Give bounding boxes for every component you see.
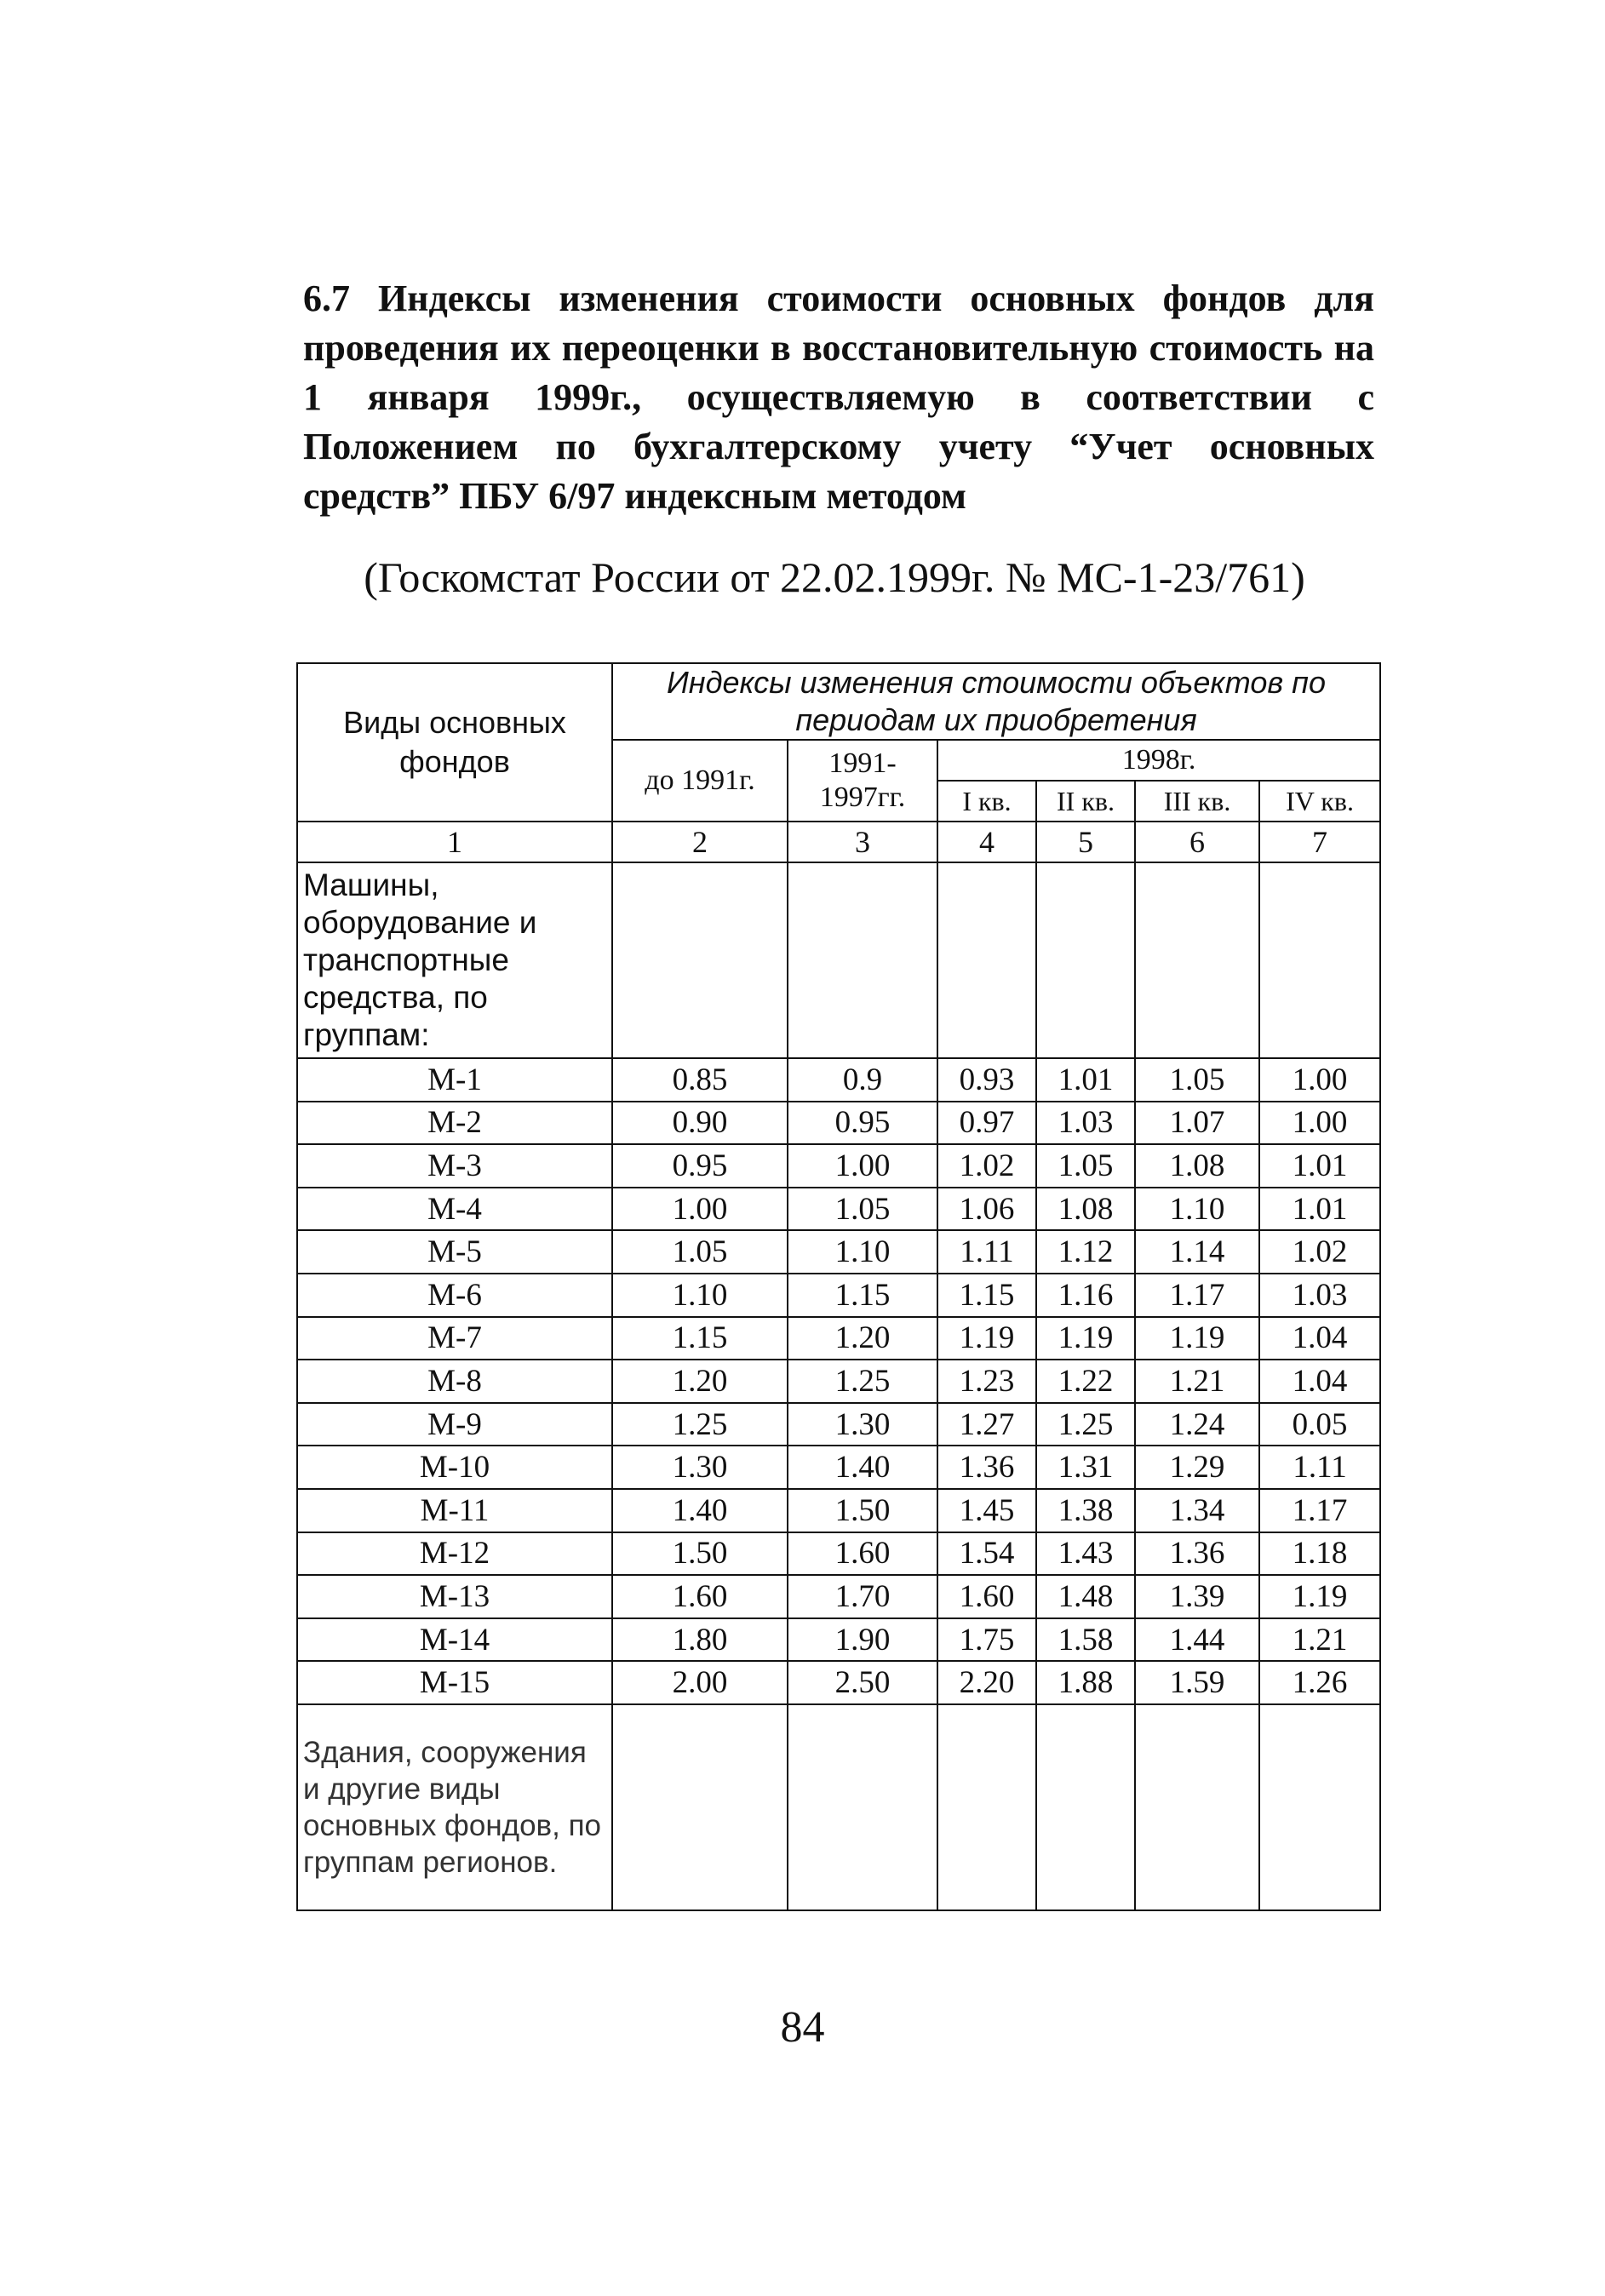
index-value-cell: 1.58: [1036, 1618, 1135, 1662]
index-value-cell: 1.18: [1259, 1532, 1380, 1576]
index-value-cell: 1.03: [1259, 1274, 1380, 1317]
category-buildings: Здания, сооружения и другие виды основных фондов, по группам регионов.: [297, 1704, 612, 1910]
index-value-cell: 1.60: [612, 1575, 788, 1618]
column-number: 1: [297, 822, 612, 862]
index-value-cell: 1.54: [937, 1532, 1036, 1576]
index-value-cell: 1.75: [937, 1618, 1036, 1662]
index-value-cell: 1.31: [1036, 1446, 1135, 1489]
column-number: 7: [1259, 822, 1380, 862]
index-value-cell: 0.05: [1259, 1403, 1380, 1446]
table-row: [297, 1230, 1380, 1274]
index-value-cell: 0.9: [788, 1058, 937, 1102]
empty-cell: [612, 1704, 788, 1910]
index-value-cell: 1.00: [1259, 1102, 1380, 1145]
table-row: [297, 1102, 1380, 1145]
group-name-cell: М-9: [297, 1403, 612, 1446]
index-value-cell: 1.34: [1135, 1489, 1259, 1532]
table-row: [297, 1317, 1380, 1360]
header-fund-kind: Виды основных фондов: [297, 663, 612, 822]
index-value-cell: 1.05: [1036, 1144, 1135, 1188]
index-value-cell: 1.21: [1259, 1618, 1380, 1662]
index-value-cell: 1.04: [1259, 1317, 1380, 1360]
header-quarter-3: III кв.: [1135, 781, 1259, 822]
index-value-cell: 1.00: [1259, 1058, 1380, 1102]
group-name-cell: М-2: [297, 1102, 612, 1145]
index-value-cell: 1.19: [1036, 1317, 1135, 1360]
group-name-cell: М-11: [297, 1489, 612, 1532]
index-value-cell: 0.95: [788, 1102, 937, 1145]
index-value-cell: 1.88: [1036, 1661, 1135, 1704]
index-value-cell: 1.38: [1036, 1489, 1135, 1532]
index-value-cell: 1.26: [1259, 1661, 1380, 1704]
index-value-cell: 0.95: [612, 1144, 788, 1188]
table-row: [297, 1489, 1380, 1532]
index-value-cell: 1.07: [1135, 1102, 1259, 1145]
index-value-cell: 1.60: [788, 1532, 937, 1576]
index-value-cell: 1.08: [1036, 1188, 1135, 1231]
index-value-cell: 2.00: [612, 1661, 788, 1704]
index-value-cell: 1.04: [1259, 1360, 1380, 1403]
empty-cell: [1036, 862, 1135, 1058]
header-before-1991: до 1991г.: [612, 740, 788, 822]
empty-cell: [937, 862, 1036, 1058]
table-row: [297, 1532, 1380, 1576]
index-value-cell: 1.02: [937, 1144, 1036, 1188]
empty-cell: [1135, 862, 1259, 1058]
index-value-cell: 1.15: [937, 1274, 1036, 1317]
table-row: [297, 1144, 1380, 1188]
column-number: 5: [1036, 822, 1135, 862]
index-value-cell: 1.39: [1135, 1575, 1259, 1618]
index-value-cell: 1.43: [1036, 1532, 1135, 1576]
index-value-cell: 1.15: [612, 1317, 788, 1360]
category-machines: Машины, оборудование и транспортные средства, по группам:: [297, 862, 612, 1058]
header-quarter-1: I кв.: [937, 781, 1036, 822]
index-value-cell: 1.25: [1036, 1403, 1135, 1446]
index-value-cell: 1.40: [612, 1489, 788, 1532]
index-value-cell: 1.11: [1259, 1446, 1380, 1489]
index-value-cell: 1.25: [612, 1403, 788, 1446]
index-value-cell: 1.50: [788, 1489, 937, 1532]
index-value-cell: 1.08: [1135, 1144, 1259, 1188]
group-name-cell: М-3: [297, 1144, 612, 1188]
index-value-cell: 1.11: [937, 1230, 1036, 1274]
index-value-cell: 1.06: [937, 1188, 1036, 1231]
column-number-row: [297, 822, 1380, 862]
index-value-cell: 1.23: [937, 1360, 1036, 1403]
index-value-cell: 1.30: [612, 1446, 788, 1489]
table-row: [297, 1575, 1380, 1618]
empty-cell: [1036, 1704, 1135, 1910]
index-table: [296, 662, 1381, 1911]
column-number: 4: [937, 822, 1036, 862]
index-value-cell: 1.17: [1135, 1274, 1259, 1317]
index-value-cell: 1.00: [612, 1188, 788, 1231]
index-value-cell: 1.70: [788, 1575, 937, 1618]
index-value-cell: 1.40: [788, 1446, 937, 1489]
index-value-cell: 1.20: [788, 1317, 937, 1360]
index-value-cell: 1.12: [1036, 1230, 1135, 1274]
header-quarter-2: II кв.: [1036, 781, 1135, 822]
index-value-cell: 1.27: [937, 1403, 1036, 1446]
index-value-cell: 1.01: [1036, 1058, 1135, 1102]
index-value-cell: 1.01: [1259, 1144, 1380, 1188]
group-name-cell: М-10: [297, 1446, 612, 1489]
index-value-cell: 1.05: [788, 1188, 937, 1231]
index-value-cell: 1.50: [612, 1532, 788, 1576]
group-name-cell: М-8: [297, 1360, 612, 1403]
table-row: [297, 1661, 1380, 1704]
index-value-cell: 1.48: [1036, 1575, 1135, 1618]
category-row-buildings: [297, 1704, 1380, 1910]
group-name-cell: М-14: [297, 1618, 612, 1662]
index-value-cell: 1.44: [1135, 1618, 1259, 1662]
index-value-cell: 1.24: [1135, 1403, 1259, 1446]
index-value-cell: 0.90: [612, 1102, 788, 1145]
index-value-cell: 1.19: [937, 1317, 1036, 1360]
index-value-cell: 2.20: [937, 1661, 1036, 1704]
column-number: 6: [1135, 822, 1259, 862]
index-value-cell: 1.22: [1036, 1360, 1135, 1403]
index-value-cell: 1.05: [612, 1230, 788, 1274]
empty-cell: [788, 1704, 937, 1910]
table-row: [297, 1274, 1380, 1317]
header-1991-1997: 1991-1997гг.: [788, 740, 937, 822]
empty-cell: [1135, 1704, 1259, 1910]
group-name-cell: М-13: [297, 1575, 612, 1618]
table-row: [297, 1058, 1380, 1102]
index-value-cell: 1.30: [788, 1403, 937, 1446]
index-value-cell: 1.90: [788, 1618, 937, 1662]
group-name-cell: М-7: [297, 1317, 612, 1360]
index-value-cell: 0.93: [937, 1058, 1036, 1102]
index-value-cell: 1.60: [937, 1575, 1036, 1618]
index-value-cell: 0.85: [612, 1058, 788, 1102]
empty-cell: [937, 1704, 1036, 1910]
index-value-cell: 1.02: [1259, 1230, 1380, 1274]
group-name-cell: М-12: [297, 1532, 612, 1576]
empty-cell: [1259, 1704, 1380, 1910]
index-value-cell: 1.36: [937, 1446, 1036, 1489]
index-value-cell: 1.10: [788, 1230, 937, 1274]
source-reference: (Госкомстат России от 22.02.1999г. № МС-1-23/761): [364, 553, 1305, 601]
page-number: 84: [780, 2003, 825, 2052]
header-index-group: Индексы изменения стоимости объектов по периодам их приобретения: [612, 663, 1380, 740]
index-value-cell: 1.10: [612, 1274, 788, 1317]
index-value-cell: 1.10: [1135, 1188, 1259, 1231]
header-1998: 1998г.: [937, 740, 1380, 781]
index-value-cell: 1.80: [612, 1618, 788, 1662]
index-value-cell: 1.05: [1135, 1058, 1259, 1102]
index-value-cell: 1.14: [1135, 1230, 1259, 1274]
index-value-cell: 1.19: [1259, 1575, 1380, 1618]
group-name-cell: М-6: [297, 1274, 612, 1317]
table-row: [297, 1188, 1380, 1231]
index-value-cell: 1.00: [788, 1144, 937, 1188]
index-value-cell: 0.97: [937, 1102, 1036, 1145]
column-number: 2: [612, 822, 788, 862]
index-value-cell: 1.01: [1259, 1188, 1380, 1231]
header-quarter-4: IV кв.: [1259, 781, 1380, 822]
group-name-cell: М-1: [297, 1058, 612, 1102]
empty-cell: [612, 862, 788, 1058]
group-name-cell: М-4: [297, 1188, 612, 1231]
table-row: [297, 1618, 1380, 1662]
group-name-cell: М-5: [297, 1230, 612, 1274]
column-number: 3: [788, 822, 937, 862]
index-value-cell: 2.50: [788, 1661, 937, 1704]
index-value-cell: 1.36: [1135, 1532, 1259, 1576]
empty-cell: [788, 862, 937, 1058]
table-row: [297, 1446, 1380, 1489]
empty-cell: [1259, 862, 1380, 1058]
index-value-cell: 1.59: [1135, 1661, 1259, 1704]
section-heading: 6.7 Индексы изменения стоимости основных фондов для проведения их переоценки в восстановительную стоимость на 1 января 1999г., осуществляемую в соответствии с Положением по бухгалтерскому учету “Учет основных средств” ПБУ 6/97 индексным методом: [303, 278, 1374, 517]
index-value-cell: 1.20: [612, 1360, 788, 1403]
table-row: [297, 1403, 1380, 1446]
index-value-cell: 1.25: [788, 1360, 937, 1403]
index-value-cell: 1.15: [788, 1274, 937, 1317]
group-name-cell: М-15: [297, 1661, 612, 1704]
index-value-cell: 1.19: [1135, 1317, 1259, 1360]
index-value-cell: 1.17: [1259, 1489, 1380, 1532]
index-value-cell: 1.03: [1036, 1102, 1135, 1145]
index-value-cell: 1.45: [937, 1489, 1036, 1532]
index-value-cell: 1.29: [1135, 1446, 1259, 1489]
index-value-cell: 1.16: [1036, 1274, 1135, 1317]
table-row: [297, 1360, 1380, 1403]
category-row-machines: [297, 862, 1380, 1058]
index-value-cell: 1.21: [1135, 1360, 1259, 1403]
